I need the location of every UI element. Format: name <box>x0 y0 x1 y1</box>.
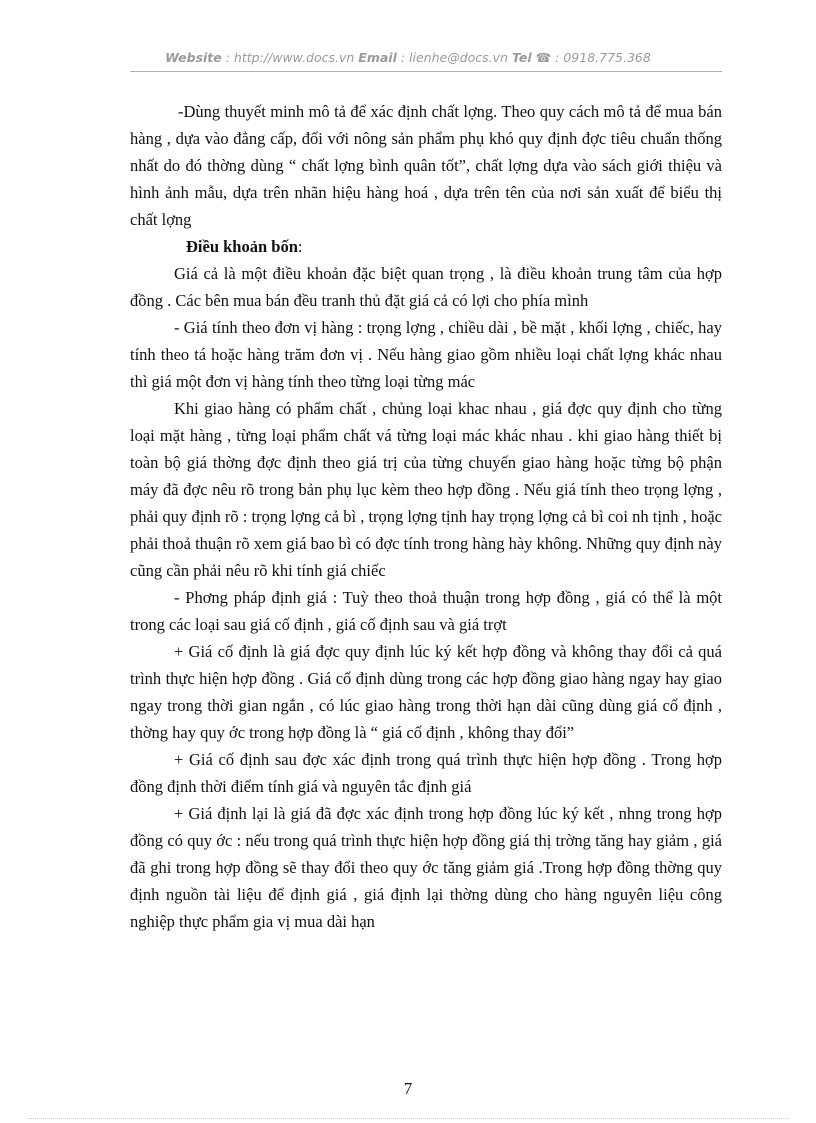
header-divider <box>130 71 722 72</box>
footer-divider <box>28 1118 788 1119</box>
website-label: Website <box>165 50 222 65</box>
paragraph-delivery-price: Khi giao hàng có phẩm chất , chủng loại khac nhau , giá đợc quy định cho từng loại mặt hàng , từng loại phẩm chất vá từng loại mác khác nhau . khi giao hàng thiết bị toàn bộ giá thờng đợc định theo giá trị của từng chuyến giao hàng hoặc từng bộ phận máy đã đợc nêu rõ trong bản phụ lục kèm theo hợp đồng . Nếu giá tính theo trọng lợng , phải quy định rõ : trọng lợng cả bì , trọng lợng tịnh hay trọng lợng cả bì coi nh tịnh , hoặc phải thoả thuận rõ xem giá bao bì có đợc tính trong hàng hày không. Những quy định này cũng cần phải nêu rõ khi tính giá chiếc <box>130 399 722 580</box>
page-header <box>0 50 816 65</box>
tel-label: Tel <box>511 50 532 65</box>
section-heading-colon: : <box>297 237 303 256</box>
paragraph-fixed-price: + Giá cố định là giá đợc quy định lúc ký kết hợp đồng và không thay đổi cả quá trình thực hiện hợp đồng . Giá cố định dùng trong các hợp đồng giao hàng ngay hay giao ngay trong thời gian ngắn , có lúc giao hàng trong thời hạn dài cũng dùng giá cố định , thờng hay quy ớc trong hợp đồng là “ giá cố định , không thay đổi” <box>130 642 722 742</box>
paragraph-quality-description: -Dùng thuyết minh mô tả để xác định chất lợng. Theo quy cách mô tả để mua bán hàng , dựa vào đẳng cấp, đối với nông sản phẩm phụ khó quy định đợc tiêu chuẩn thống nhất do đó thờng dùng “ chất lợng bình quân tốt”, chất lợng dựa vào sách giới thiệu và hình ảnh mẫu, dựa trên nhãn hiệu hàng hoá , dựa trên tên của nơi sản xuất để biểu thị chất lợng <box>130 102 722 229</box>
email-address[interactable]: : lienhe@docs.vn <box>396 50 512 65</box>
paragraph-pricing-method: - Phơng pháp định giá : Tuỳ theo thoả thuận trong hợp đồng , giá có thể là một trong các loại sau giá cố định , giá cố định sau và giá trợt <box>130 588 722 634</box>
page-number: 7 <box>403 1079 413 1098</box>
email-label: Email <box>358 50 397 65</box>
paragraph-revised-price: + Giá định lại là giá đã đợc xác định trong hợp đồng lúc ký kết , nhng trong hợp đồng có quy ớc : nếu trong quá trình thực hiện hợp đồng giá thị trờng tăng hay giảm , giá đã ghi trong hợp đồng sẽ thay đổi theo quy ớc tăng giảm giá .Trong hợp đồng thờng quy định nguồn tài liệu để định giá , giá định lại thờng dùng cho hàng nguyên liệu công nghiệp thực phẩm gia vị mua dài hạn <box>130 804 722 931</box>
section-heading <box>130 233 722 260</box>
paragraph-unit-price: - Giá tính theo đơn vị hàng : trọng lợng , chiều dài , bề mặt , khối lợng , chiếc, hay tính theo tá hoặc hàng trăm đơn vị . Nếu hàng giao gồm nhiều loại chất lợng khác nhau thì giá một đơn vị hàng tính theo từng loại từng mác <box>130 318 722 391</box>
document-body <box>130 98 722 935</box>
website-url[interactable]: : http://www.docs.vn <box>221 50 359 65</box>
section-heading-text: Điều khoản bốn <box>186 237 298 256</box>
paragraph-deferred-fixed-price: + Giá cố định sau đợc xác định trong quá trình thực hiện hợp đồng . Trong hợp đồng định thời điểm tính giá và nguyên tắc định giá <box>130 750 722 796</box>
phone-number: ☎ : 0918.775.368 <box>531 50 651 65</box>
paragraph-price-intro: Giá cả là một điều khoản đặc biệt quan trọng , là điều khoản trung tâm của hợp đồng . Các bên mua bán đều tranh thủ đặt giá cả có lợi cho phía mình <box>130 264 722 310</box>
